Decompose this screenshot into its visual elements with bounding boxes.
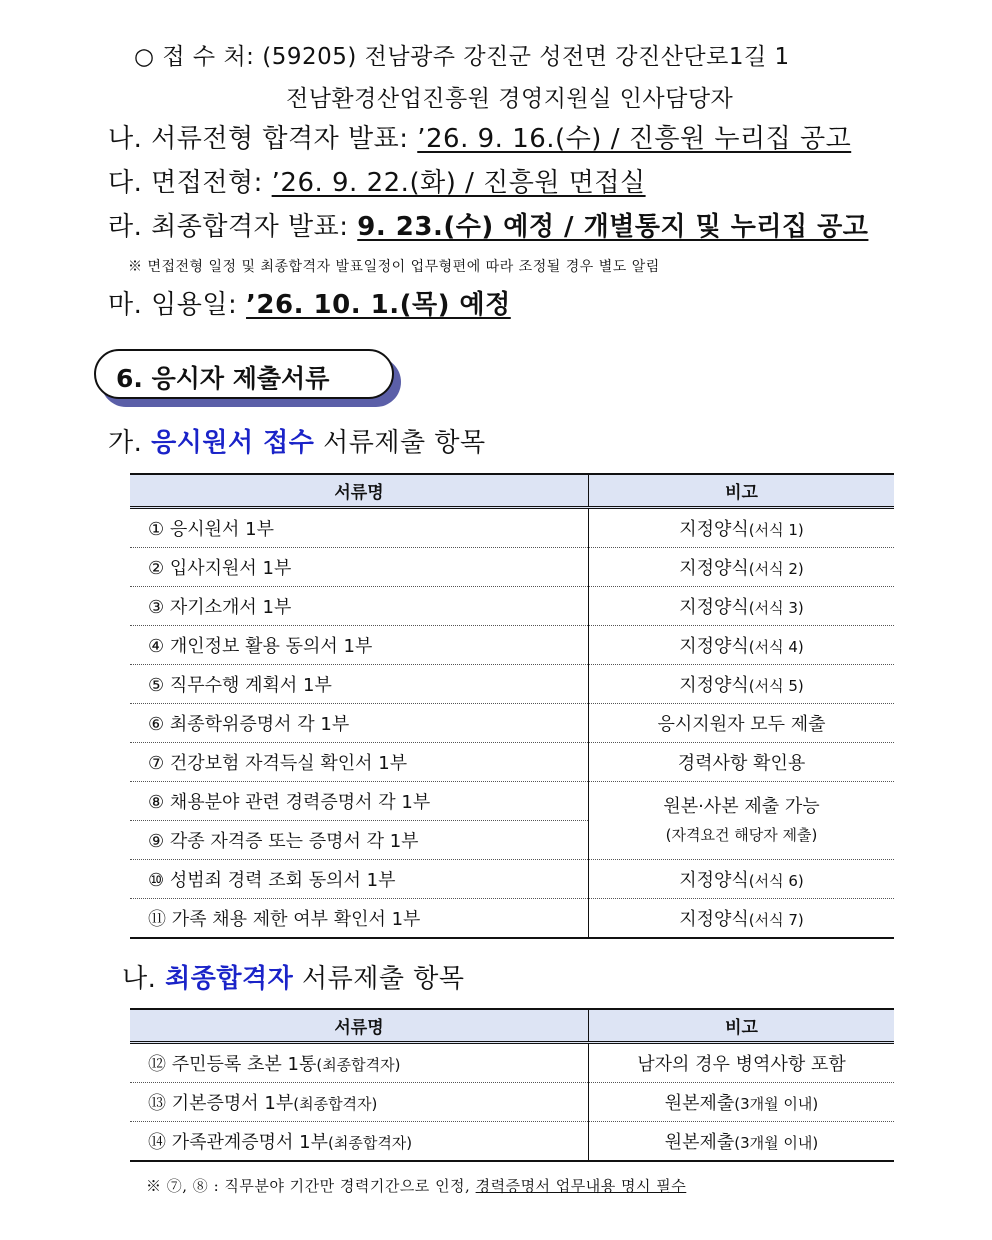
document-name [130, 1083, 589, 1122]
name-small: (최종합격자) [293, 1095, 378, 1113]
table-row [130, 899, 894, 939]
schedule-final-result [108, 206, 868, 243]
subsection-highlight: 응시원서 접수 [151, 428, 315, 458]
document-remark [589, 587, 895, 626]
remark-text: 지정양식 [679, 909, 749, 930]
remark-small: (서식 2) [748, 560, 804, 578]
footnote-underlined: 경력증명서 업무내용 명시 필수 [475, 1177, 687, 1195]
document-remark [589, 704, 895, 743]
remark-small: (서식 6) [748, 872, 804, 890]
document-name: ② 입사지원서 1부 [130, 548, 589, 587]
schedule-note [128, 256, 660, 276]
name-text: ⑬ 기본증명서 1부 [148, 1093, 294, 1114]
document-name: ⑥ 최종학위증명서 각 1부 [130, 704, 589, 743]
remark-text: 지정양식 [679, 519, 749, 540]
table-header-row [130, 474, 894, 508]
remark-small: (3개월 이내) [734, 1095, 819, 1113]
document-name: ⑪ 가족 채용 제한 여부 확인서 1부 [130, 899, 589, 939]
name-text: ⑭ 가족관계증명서 1부 [148, 1132, 328, 1153]
name-small: (최종합격자) [316, 1056, 401, 1074]
remark-text: 경력사항 확인용 [677, 753, 806, 774]
application-documents-table [130, 473, 894, 939]
remark-small: (3개월 이내) [734, 1134, 819, 1152]
receipt-text: ○ 접 수 처: (59205) 전남광주 강진군 성전면 강진산단로1길 1 [134, 44, 790, 70]
document-remark [589, 782, 895, 860]
subsection-application [108, 422, 486, 459]
name-small: (최종합격자) [328, 1134, 413, 1152]
schedule-appointment [108, 284, 511, 321]
column-header-name: 서류명 [130, 474, 589, 508]
schedule-value: ’26. 9. 22.(화) / 진흥원 면접실 [271, 168, 646, 198]
document-name: ⑧ 채용분야 관련 경력증명서 각 1부 [130, 782, 589, 821]
remark-text: 지정양식 [679, 636, 749, 657]
receipt-line-2 [286, 80, 733, 113]
column-header-remark: 비고 [589, 1009, 895, 1043]
document-remark [589, 860, 895, 899]
table-row [130, 665, 894, 704]
document-name: ③ 자기소개서 1부 [130, 587, 589, 626]
table-row [130, 782, 894, 821]
remark-text: 응시지원자 모두 제출 [657, 714, 826, 735]
remark-small: (서식 3) [748, 599, 804, 617]
schedule-label: 나. 서류전형 합격자 발표: [108, 124, 418, 154]
column-header-name: 서류명 [130, 1009, 589, 1043]
remark-small: (서식 4) [748, 638, 804, 656]
document-remark [589, 508, 895, 548]
document-name: ① 응시원서 1부 [130, 508, 589, 548]
remark-text: 지정양식 [679, 597, 749, 618]
remark-text: 원본제출 [664, 1132, 735, 1153]
subsection-suffix: 서류제출 항목 [293, 964, 465, 994]
section-title: 6. 응시자 제출서류 [116, 364, 330, 393]
remark-text: 원본제출 [664, 1093, 735, 1114]
document-name: ⑨ 각종 자격증 또는 증명서 각 1부 [130, 821, 589, 860]
remark-text: 지정양식 [679, 870, 749, 891]
table-header-row [130, 1009, 894, 1043]
table-row [130, 704, 894, 743]
document-remark [589, 665, 895, 704]
schedule-label: 마. 임용일: [108, 290, 247, 320]
table-row [130, 1043, 894, 1083]
schedule-value: ’26. 9. 16.(수) / 진흥원 누리집 공고 [417, 124, 852, 154]
table-row [130, 626, 894, 665]
remark-small: (서식 7) [748, 911, 804, 929]
document-name: ⑩ 성범죄 경력 조회 동의서 1부 [130, 860, 589, 899]
schedule-label: 라. 최종합격자 발표: [108, 212, 358, 242]
remark-text: 지정양식 [679, 675, 749, 696]
schedule-interview [108, 162, 646, 199]
schedule-value: ’26. 10. 1.(목) 예정 [246, 290, 511, 320]
final-documents-table [130, 1008, 894, 1162]
table-row [130, 508, 894, 548]
receipt-department: 전남환경산업진흥원 경영지원실 인사담당자 [286, 86, 734, 112]
remark-small: (서식 1) [748, 521, 804, 539]
subsection-highlight: 최종합격자 [165, 964, 294, 994]
schedule-document-result [108, 118, 851, 155]
document-name [130, 1043, 589, 1083]
table-row [130, 860, 894, 899]
document-name: ④ 개인정보 활용 동의서 1부 [130, 626, 589, 665]
schedule-value: 9. 23.(수) 예정 / 개별통지 및 누리집 공고 [357, 212, 869, 242]
document-remark [589, 1043, 895, 1083]
table-row [130, 743, 894, 782]
subsection-suffix: 서류제출 항목 [314, 428, 486, 458]
document-name: ⑤ 직무수행 계획서 1부 [130, 665, 589, 704]
subsection-prefix: 나. [122, 964, 166, 994]
document-name: ⑦ 건강보험 자격득실 확인서 1부 [130, 743, 589, 782]
document-name [130, 1122, 589, 1162]
subsection-final [122, 958, 464, 995]
footnote [146, 1175, 686, 1196]
schedule-label: 다. 면접전형: [108, 168, 272, 198]
remark-text: 지정양식 [679, 558, 749, 579]
table-row [130, 548, 894, 587]
remark-text: 남자의 경우 병역사항 포함 [637, 1054, 846, 1075]
remark-small: (자격요건 해당자 제출) [665, 825, 818, 844]
document-remark [589, 1083, 895, 1122]
document-remark [589, 548, 895, 587]
table-row [130, 1083, 894, 1122]
remark-text: 원본·사본 제출 가능 [663, 795, 820, 817]
name-text: ⑫ 주민등록 초본 1통 [148, 1054, 317, 1075]
document-remark [589, 899, 895, 939]
section-heading [94, 349, 394, 399]
table-row [130, 587, 894, 626]
footnote-text: ※ ⑦, ⑧ : 직무분야 기간만 경력기간으로 인정, [146, 1177, 476, 1195]
remark-small: (서식 5) [748, 677, 804, 695]
table-row [130, 1122, 894, 1162]
document-remark [589, 743, 895, 782]
document-remark [589, 1122, 895, 1162]
document-remark [589, 626, 895, 665]
schedule-note-text: ※ 면접전형 일정 및 최종합격자 발표일정이 업무형편에 따라 조정될 경우 별도 알림 [128, 259, 660, 275]
receipt-line [134, 38, 790, 71]
column-header-remark: 비고 [589, 474, 895, 508]
subsection-prefix: 가. [108, 428, 152, 458]
